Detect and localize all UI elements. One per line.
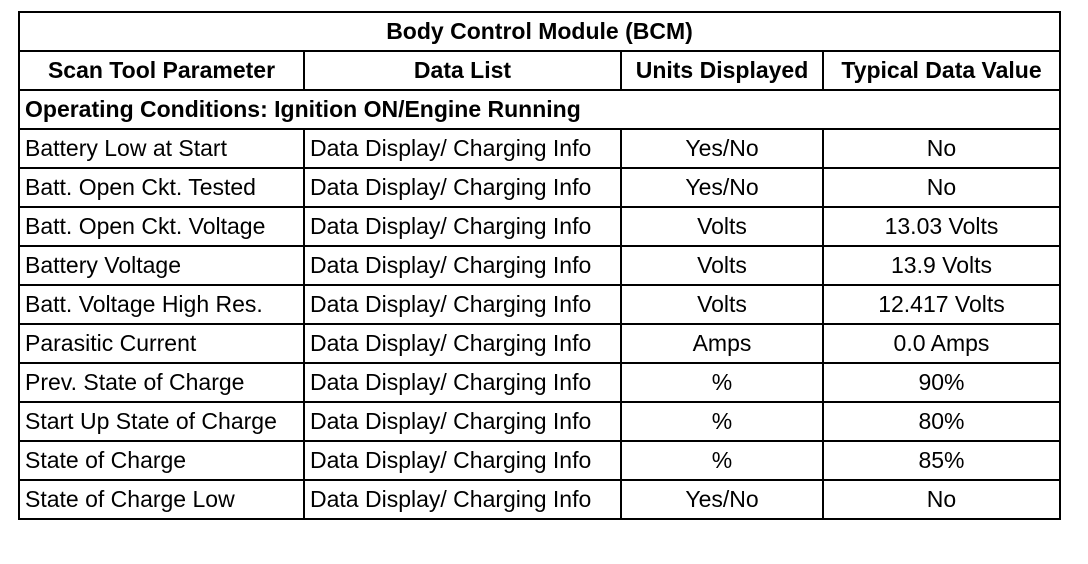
- parameter-cell: State of Charge: [19, 441, 304, 480]
- typical-value-cell: No: [823, 480, 1060, 519]
- table-row: [19, 207, 1060, 246]
- bcm-data-table: [18, 11, 1061, 520]
- data-list-cell: Data Display/ Charging Info: [304, 207, 621, 246]
- typical-value-cell: 85%: [823, 441, 1060, 480]
- data-list-cell: Data Display/ Charging Info: [304, 480, 621, 519]
- parameter-cell: Batt. Open Ckt. Tested: [19, 168, 304, 207]
- table-row: [19, 285, 1060, 324]
- parameter-cell: Batt. Open Ckt. Voltage: [19, 207, 304, 246]
- parameter-cell: Battery Voltage: [19, 246, 304, 285]
- units-cell: Volts: [621, 246, 823, 285]
- table-row: [19, 324, 1060, 363]
- units-cell: Amps: [621, 324, 823, 363]
- parameter-cell: State of Charge Low: [19, 480, 304, 519]
- typical-value-cell: 12.417 Volts: [823, 285, 1060, 324]
- typical-value-cell: No: [823, 129, 1060, 168]
- table-row: [19, 129, 1060, 168]
- header-typical-data-value: Typical Data Value: [823, 51, 1060, 90]
- data-list-cell: Data Display/ Charging Info: [304, 246, 621, 285]
- table-title-row: [19, 12, 1060, 51]
- parameter-cell: Battery Low at Start: [19, 129, 304, 168]
- units-cell: Volts: [621, 285, 823, 324]
- operating-conditions: Operating Conditions: Ignition ON/Engine Running: [19, 90, 1060, 129]
- data-list-cell: Data Display/ Charging Info: [304, 168, 621, 207]
- typical-value-cell: 80%: [823, 402, 1060, 441]
- units-cell: Volts: [621, 207, 823, 246]
- data-list-cell: Data Display/ Charging Info: [304, 363, 621, 402]
- parameter-cell: Prev. State of Charge: [19, 363, 304, 402]
- table-row: [19, 363, 1060, 402]
- units-cell: %: [621, 402, 823, 441]
- bcm-data-table-container: [18, 11, 1061, 520]
- typical-value-cell: No: [823, 168, 1060, 207]
- data-list-cell: Data Display/ Charging Info: [304, 402, 621, 441]
- parameter-cell: Batt. Voltage High Res.: [19, 285, 304, 324]
- data-list-cell: Data Display/ Charging Info: [304, 129, 621, 168]
- header-data-list: Data List: [304, 51, 621, 90]
- table-row: [19, 441, 1060, 480]
- data-list-cell: Data Display/ Charging Info: [304, 324, 621, 363]
- header-units-displayed: Units Displayed: [621, 51, 823, 90]
- units-cell: %: [621, 363, 823, 402]
- typical-value-cell: 0.0 Amps: [823, 324, 1060, 363]
- data-list-cell: Data Display/ Charging Info: [304, 441, 621, 480]
- typical-value-cell: 13.03 Volts: [823, 207, 1060, 246]
- header-scan-tool-parameter: Scan Tool Parameter: [19, 51, 304, 90]
- units-cell: Yes/No: [621, 168, 823, 207]
- table-row: [19, 168, 1060, 207]
- typical-value-cell: 13.9 Volts: [823, 246, 1060, 285]
- table-row: [19, 480, 1060, 519]
- table-title: Body Control Module (BCM): [19, 12, 1060, 51]
- units-cell: Yes/No: [621, 129, 823, 168]
- units-cell: %: [621, 441, 823, 480]
- table-row: [19, 246, 1060, 285]
- typical-value-cell: 90%: [823, 363, 1060, 402]
- data-list-cell: Data Display/ Charging Info: [304, 285, 621, 324]
- table-header-row: [19, 51, 1060, 90]
- table-row: [19, 402, 1060, 441]
- operating-conditions-row: [19, 90, 1060, 129]
- units-cell: Yes/No: [621, 480, 823, 519]
- parameter-cell: Start Up State of Charge: [19, 402, 304, 441]
- parameter-cell: Parasitic Current: [19, 324, 304, 363]
